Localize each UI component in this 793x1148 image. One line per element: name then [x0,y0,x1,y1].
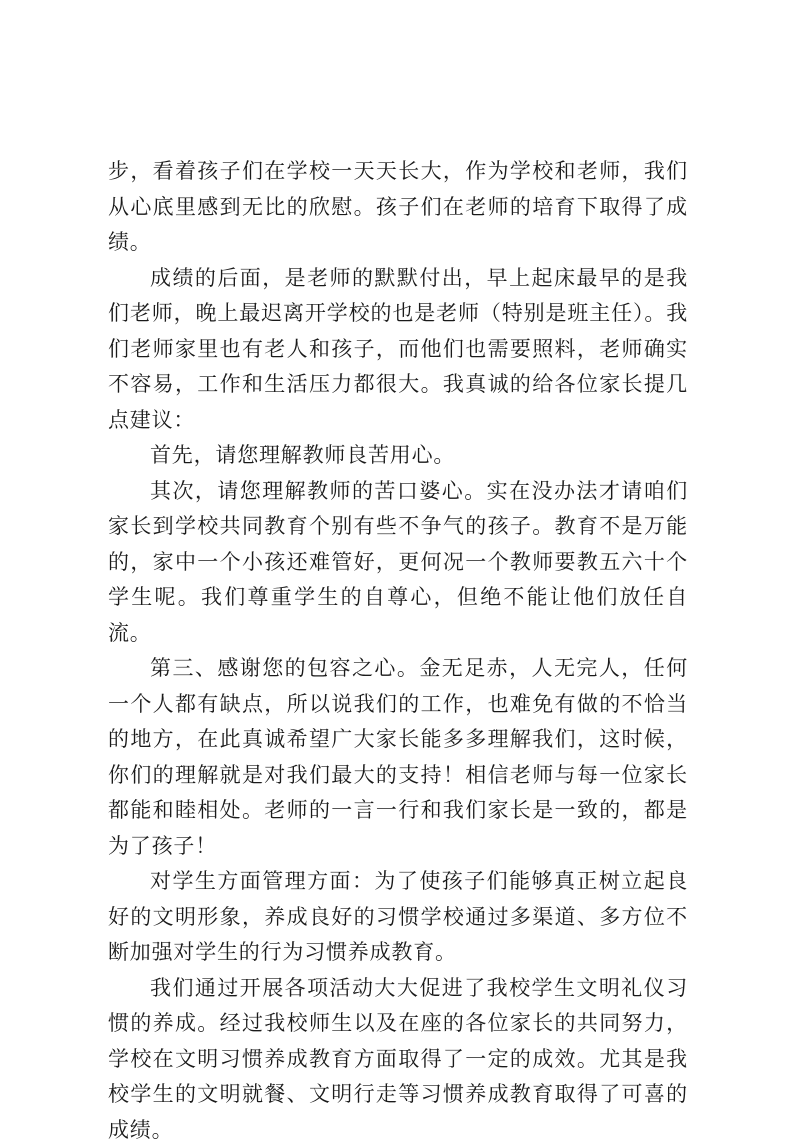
document-body [108,154,688,1148]
paragraph-suggestion-first: 首先，请您理解教师良苦用心。 [108,438,688,474]
paragraph-continuation: 步，看着孩子们在学校一天天长大，作为学校和老师，我们从心底里感到无比的欣慰。孩子们在老师的培育下取得了成绩。 [108,154,688,261]
paragraph-activities: 我们通过开展各项活动大大促进了我校学生文明礼仪习惯的养成。经过我校师生以及在座的各位家长的共同努力，学校在文明习惯养成教育方面取得了一定的成效。尤其是我校学生的文明就餐、文明行走等习惯养成教育取得了可喜的成绩。 [108,971,688,1148]
paragraph-teacher-effort: 成绩的后面，是老师的默默付出，早上起床最早的是我们老师，晚上最迟离开学校的也是老师（特别是班主任）。我们老师家里也有老人和孩子，而他们也需要照料，老师确实不容易，工作和生活压力都很大。我真诚的给各位家长提几点建议： [108,261,688,439]
paragraph-suggestion-third: 第三、感谢您的包容之心。金无足赤，人无完人，任何一个人都有缺点，所以说我们的工作，也难免有做的不恰当的地方，在此真诚希望广大家长能多多理解我们，这时候，你们的理解就是对我们最大的支持！相信老师与每一位家长都能和睦相处。老师的一言一行和我们家长是一致的，都是为了孩子！ [108,651,688,864]
paragraph-suggestion-second: 其次，请您理解教师的苦口婆心。实在没办法才请咱们家长到学校共同教育个别有些不争气的孩子。教育不是万能的，家中一个小孩还难管好，更何况一个教师要教五六十个学生呢。我们尊重学生的自尊心，但绝不能让他们放任自流。 [108,474,688,652]
paragraph-student-management: 对学生方面管理方面：为了使孩子们能够真正树立起良好的文明形象，养成良好的习惯学校通过多渠道、多方位不断加强对学生的行为习惯养成教育。 [108,864,688,971]
